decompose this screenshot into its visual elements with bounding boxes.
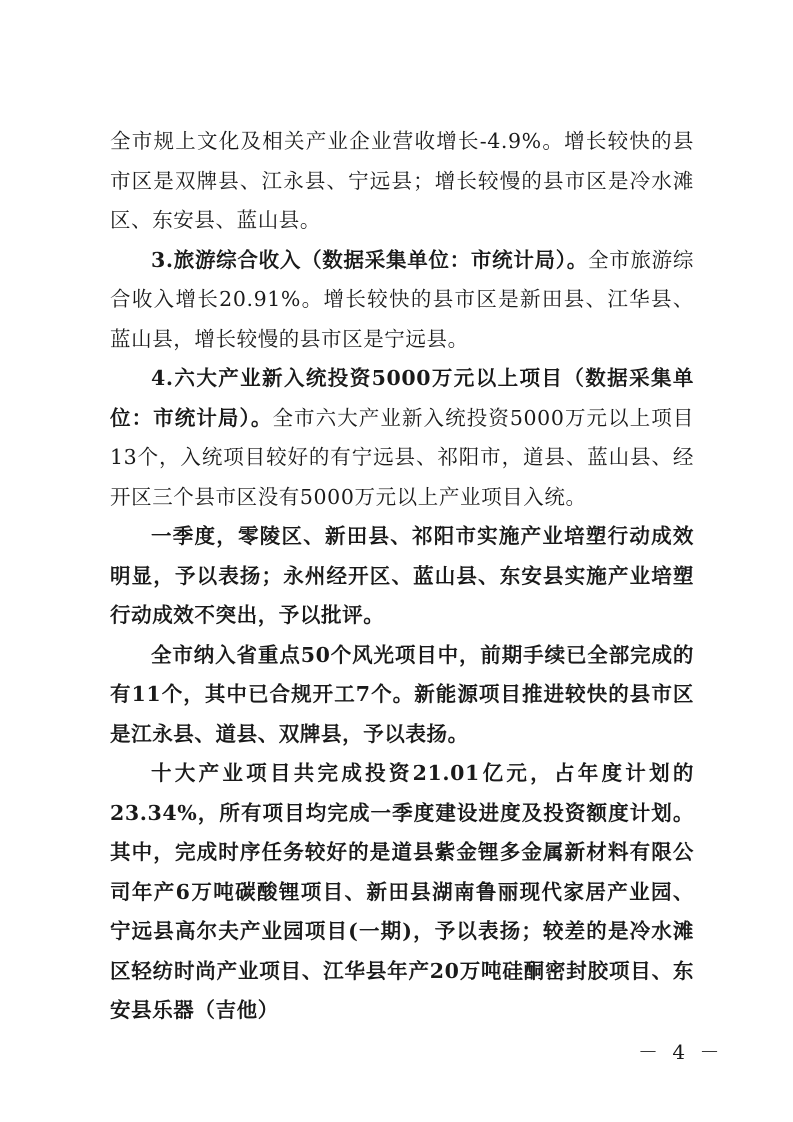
page-number: － 4 － (638, 1040, 724, 1064)
paragraph-culture-revenue (110, 122, 694, 241)
paragraph-text: 一季度，零陵区、新田县、祁阳市实施产业培塑行动成效明显，予以表扬；永州经开区、蓝山县、东安县实施产业培塑行动成效不突出，予以批评。 (110, 524, 694, 627)
paragraph-text: 全市六大产业新入统投资5000万元以上项目13个，入统项目较好的有宁远县、祁阳市，道县、蓝山县、经开区三个县市区没有5000万元以上产业项目入统。 (110, 405, 694, 509)
paragraph-industry-cultivation (110, 517, 694, 636)
paragraph-top-ten-projects (110, 754, 694, 1031)
paragraph-heading: 3.旅游综合收入（数据采集单位：市统计局）。 (151, 247, 588, 272)
paragraph-heading: 4.六大产业新入统投资5000万元以上项目（数据采集单位：市统计局）。 (110, 366, 694, 430)
paragraph-text: 十大产业项目共完成投资21.01亿元，占年度计划的23.34%，所有项目均完成一季度建设进度及投资额度计划。其中，完成时序任务较好的是道县紫金锂多金属新材料有限公司年产6万吨碳酸锂项目、新田县湖南鲁丽现代家居产业园、宁远县高尔夫产业园项目(一期)，予以表扬；较差的是冷水滩区轻纺时尚产业项目、江华县年产20万吨硅酮密封胶项目、东安县乐器（吉他） (110, 761, 694, 1022)
paragraph-text: 全市旅游综合收入增长20.91%。增长较快的县市区是新田县、江华县、蓝山县，增长较慢的县市区是宁远县。 (110, 247, 695, 351)
document-body (110, 122, 694, 1031)
paragraph-text: 全市规上文化及相关产业企业营收增长-4.9%。增长较快的县市区是双牌县、江永县、宁远县；增长较慢的县市区是冷水滩区、东安县、蓝山县。 (110, 129, 694, 232)
paragraph-text: 全市纳入省重点50个风光项目中，前期手续已全部完成的有11个，其中已合规开工7个。新能源项目推进较快的县市区是江永县、道县、双牌县，予以表扬。 (110, 642, 694, 746)
paragraph-wind-solar-projects (110, 636, 694, 755)
paragraph-new-investment-projects (110, 359, 694, 517)
paragraph-tourism-revenue (110, 241, 694, 360)
